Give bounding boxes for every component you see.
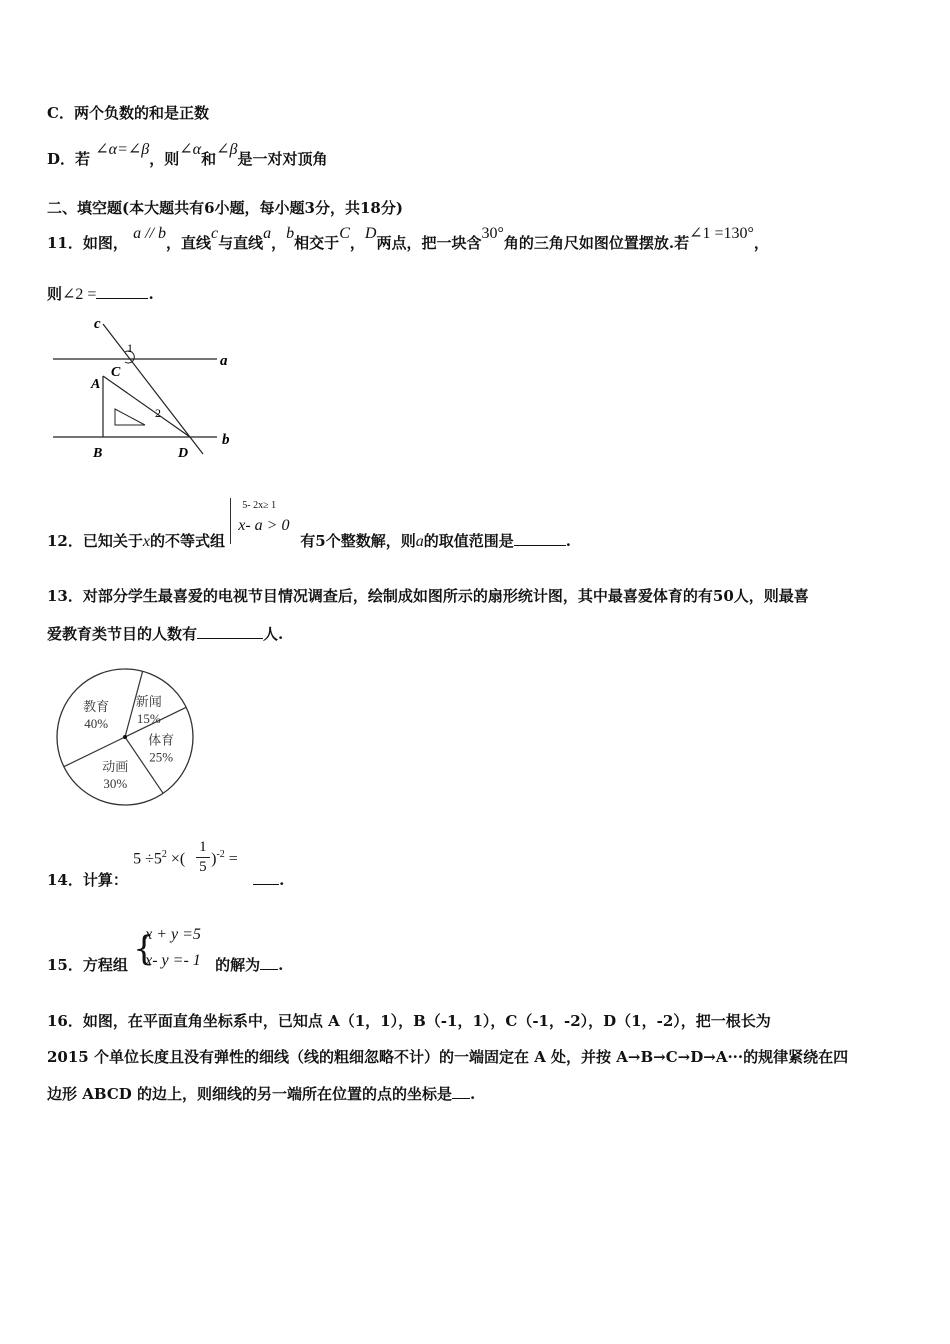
q11-text: 角的三角尺如图位置摆放.若 xyxy=(503,234,690,252)
pie-chart xyxy=(45,667,215,807)
q16-text: 边形 ABCD 的边上，则细线的另一端所在位置的点的坐标是 xyxy=(47,1085,452,1103)
q11-text: ， xyxy=(349,234,365,252)
q12-text: 的不等式组 xyxy=(150,532,226,550)
q11-math: c xyxy=(211,225,219,242)
pie-percent-label: 15% xyxy=(136,711,161,727)
q11-text: 两点，把一块含 xyxy=(376,234,482,252)
q13-text: 人，则最喜 xyxy=(733,587,809,605)
q11-text: 相交于 xyxy=(294,234,340,252)
q11-math: b xyxy=(286,225,295,242)
fraction-numerator: 1 xyxy=(199,839,207,855)
label-point-d: D xyxy=(178,446,189,461)
option-d-text: 若 xyxy=(75,150,91,168)
equation-system xyxy=(133,926,215,970)
expr-part: ) xyxy=(211,850,217,868)
option-d-text: 是一对对顶角 xyxy=(237,150,328,168)
question-16-line3 xyxy=(47,1083,475,1104)
q14-text: 计算： xyxy=(82,871,128,889)
inequality-system xyxy=(230,500,300,546)
q11-text: 与直线 xyxy=(218,234,264,252)
equation-2: x- y =- 1 xyxy=(145,952,201,969)
option-d-text: 和 xyxy=(201,150,217,168)
option-d-condition: ∠α=∠β xyxy=(95,141,150,158)
q14-text: . xyxy=(279,871,285,889)
fraction-denominator: 5 xyxy=(199,859,207,875)
q11-math: 30° xyxy=(481,225,504,242)
pie-percent-label: 25% xyxy=(149,749,174,765)
question-number: 13． xyxy=(47,587,83,605)
fraction-bar xyxy=(196,857,210,858)
q11-text: ， xyxy=(271,234,287,252)
pie-percent-label: 40% xyxy=(84,716,109,732)
inequality-brace xyxy=(230,498,231,544)
triangle-ruler xyxy=(115,409,145,425)
label-point-a: A xyxy=(91,377,101,392)
option-d xyxy=(47,141,328,169)
pie-center xyxy=(123,735,127,739)
q11-text: 则 xyxy=(47,285,63,303)
question-16 xyxy=(47,1010,771,1031)
q11-math: ∠1 =130° xyxy=(689,225,754,242)
expr-part: = xyxy=(224,850,238,868)
parallel-lines-figure xyxy=(45,312,245,464)
q15-text: 的解为 xyxy=(215,956,261,974)
section-heading: 二、填空题(本大题共有6小题，每小题3分，共18分) xyxy=(47,199,403,217)
pie-category-label: 体育 xyxy=(148,732,175,748)
q11-text: ，直线 xyxy=(166,234,212,252)
question-11 xyxy=(47,225,769,253)
q11-math: a // b xyxy=(133,225,167,242)
q11-math: C xyxy=(339,225,350,242)
q12-math: a xyxy=(415,533,424,550)
option-d-angle-beta: ∠β xyxy=(216,141,238,158)
label-point-c: C xyxy=(111,365,121,380)
expr-exponent: -2 xyxy=(216,849,225,860)
q12-text: 5 xyxy=(315,532,326,550)
option-d-text: ，则 xyxy=(149,150,180,168)
q16-text: 如图，在平面直角坐标系中，已知点 A（1，1），B（-1，1），C（-1，-2），D（1，-2），把一根长为 xyxy=(82,1012,771,1030)
expr-part: 5 ÷5 xyxy=(133,850,162,868)
expr-part: ×( xyxy=(166,850,186,868)
segment-ad xyxy=(103,376,190,437)
answer-blank[interactable] xyxy=(253,870,279,885)
option-d-label: D． xyxy=(47,150,76,168)
answer-blank[interactable] xyxy=(96,284,148,299)
answer-blank[interactable] xyxy=(452,1084,470,1099)
equation-1: x + y =5 xyxy=(145,926,201,943)
label-angle-1: 1 xyxy=(127,341,133,355)
pie-percent-label: 30% xyxy=(103,776,128,792)
answer-blank[interactable] xyxy=(260,955,278,970)
question-13-line2 xyxy=(47,623,283,644)
question-number: 16． xyxy=(47,1012,83,1030)
question-number: 12． xyxy=(47,532,83,550)
pie-category-label: 动画 xyxy=(102,759,129,775)
q11-text: ， xyxy=(753,234,769,252)
inequality-2: x- a > 0 xyxy=(238,517,290,534)
q15-text: . xyxy=(278,956,284,974)
label-b: b xyxy=(222,432,230,448)
question-13 xyxy=(47,585,809,606)
question-16-line2: 2015 个单位长度且没有弹性的细线（线的粗细忽略不计）的一端固定在 A 处，并按 A→B→C→D→A···的规律紧绕在四 xyxy=(47,1048,849,1066)
pie-category-label: 新闻 xyxy=(135,694,162,710)
q15-text: 方程组 xyxy=(82,956,128,974)
label-point-b: B xyxy=(93,446,103,461)
q13-text: 对部分学生最喜爱的电视节目情况调查后，绘制成如图所示的扇形统计图，其中最喜爱体育的有 xyxy=(82,587,713,605)
question-number: 15． xyxy=(47,956,83,974)
answer-blank[interactable] xyxy=(514,531,566,546)
question-15 xyxy=(47,926,284,975)
option-c xyxy=(47,102,209,123)
q11-math: D xyxy=(364,225,377,242)
inequality-1: 5- 2x≥ 1 xyxy=(242,500,277,511)
q16-text: . xyxy=(470,1085,476,1103)
q13-text: 爱教育类节目的人数有 xyxy=(47,625,198,643)
q13-text: 50 xyxy=(712,587,734,605)
line-c xyxy=(103,324,203,454)
equation-brace: { xyxy=(133,929,155,969)
option-c-label: C． xyxy=(47,104,74,122)
q12-text: 个整数解，则 xyxy=(325,532,416,550)
q12-text: 已知关于 xyxy=(82,532,143,550)
label-angle-2: 2 xyxy=(155,406,161,420)
q12-math: x xyxy=(142,533,150,550)
question-11-line2 xyxy=(47,283,154,304)
label-a: a xyxy=(220,353,228,369)
option-d-angle-alpha: ∠α xyxy=(179,141,202,158)
q13-text: 人. xyxy=(263,625,284,643)
question-number: 14． xyxy=(47,871,83,889)
q12-text: . xyxy=(565,532,571,550)
q11-text: . xyxy=(148,285,154,303)
q11-text: 如图， xyxy=(82,234,128,252)
expr-exponent: 2 xyxy=(161,849,167,860)
question-number: 11． xyxy=(47,234,83,252)
q11-math: ∠2 = xyxy=(62,286,97,303)
question-12 xyxy=(47,500,571,551)
q12-text: 的取值范围是 xyxy=(423,532,514,550)
pie-category-label: 教育 xyxy=(83,699,110,715)
q11-math: a xyxy=(263,225,272,242)
answer-blank[interactable] xyxy=(197,624,263,639)
option-c-text: 两个负数的和是正数 xyxy=(73,104,209,122)
label-c: c xyxy=(94,316,101,332)
q12-text: 有 xyxy=(300,532,316,550)
